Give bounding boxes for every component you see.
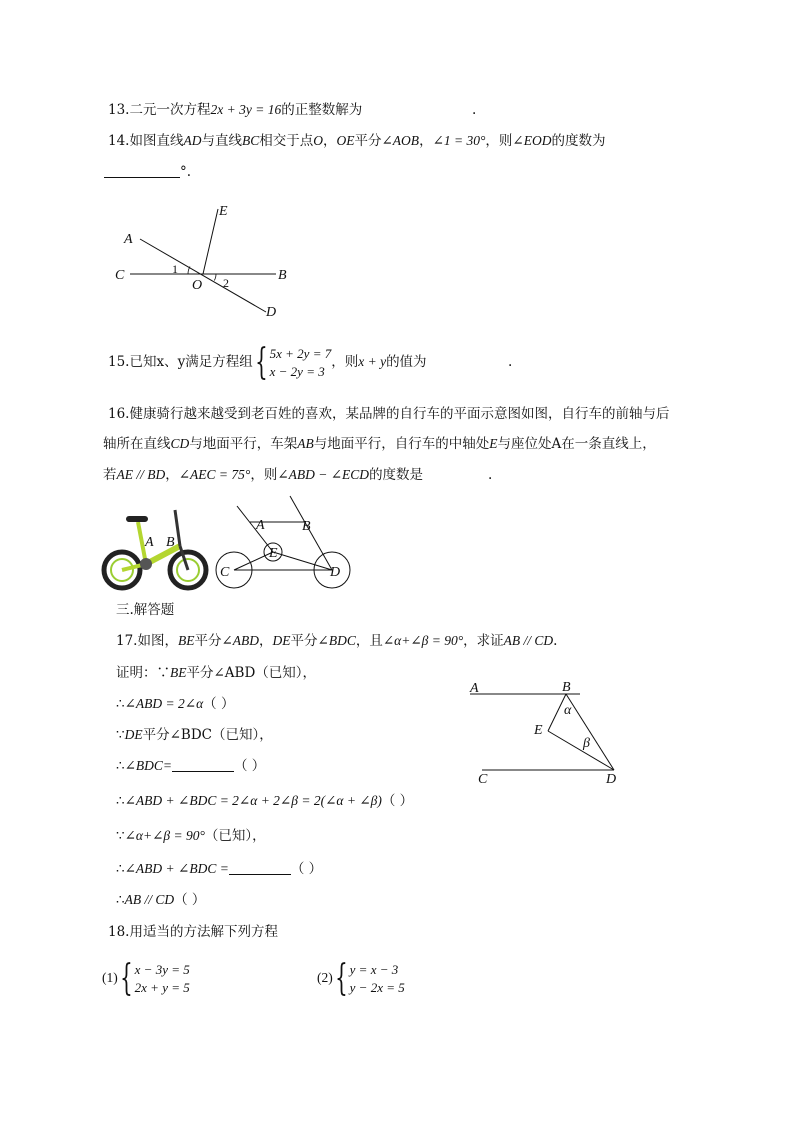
q14-text: 与直线 (201, 133, 242, 149)
question-13 (108, 101, 362, 119)
schem-label-e: E (269, 546, 278, 561)
label-o: O (192, 278, 203, 293)
proof-line-1 (116, 664, 316, 682)
q13-text: 13.二元一次方程 (108, 102, 211, 118)
fig17-label-alpha: α (564, 703, 572, 718)
q14-text: 的度数为 (551, 133, 606, 149)
q14-text: ， (323, 133, 337, 149)
proof-prefix: ∴ (116, 861, 125, 877)
q16-line-1: 16.健康骑行越来越受到老百姓的喜欢，某品牌的自行车的平面示意图如图，自行车的前轴与后 (108, 406, 670, 422)
proof-reason-blank[interactable]: （ ） (174, 892, 206, 908)
q14-answer-blank[interactable] (104, 163, 180, 178)
question-15 (108, 342, 427, 382)
proof-prefix: ∵ (116, 727, 125, 743)
proof-math: ∠ABD + ∠BDC = (124, 861, 229, 876)
q14-end: °. (180, 164, 192, 180)
q18-part-1 (102, 958, 190, 998)
label-angle-2: 2 (223, 276, 229, 290)
line-ad (140, 239, 266, 312)
q14-text: 平分 (354, 133, 382, 149)
q16-ae-bd: AE // BD (116, 467, 166, 482)
figure-17 (462, 676, 632, 788)
proof-prefix: ∵ (116, 828, 125, 844)
q17-de: DE (272, 633, 291, 648)
line-bd (566, 694, 614, 770)
proof-math: DE (124, 727, 143, 742)
bike-stem (175, 510, 180, 546)
fig17-label-a: A (470, 681, 479, 696)
proof-line-8 (116, 891, 205, 909)
q17-text: ，且 (355, 633, 383, 649)
q14-text: ，则 (485, 133, 513, 149)
proof-math: ∠ABD = 2∠α (124, 696, 204, 711)
ray-oe (203, 209, 218, 274)
q18-p1-number: (1) (102, 970, 118, 985)
q16-e: E (489, 436, 498, 451)
q15-eq1: 5x + 2y = 7 (269, 345, 332, 361)
proof-math: AB // CD (124, 892, 175, 907)
q18-p2-system (350, 961, 405, 997)
proof-math: ∠α+∠β = 90° (124, 828, 205, 843)
angle-1-arc (188, 267, 190, 275)
q14-bc: BC (241, 133, 260, 148)
sum-answer-blank[interactable] (229, 860, 291, 875)
bike-crank (140, 558, 152, 570)
proof-line-4 (116, 757, 265, 775)
q17-text: 17.如图， (116, 633, 178, 649)
q17-bdc: ∠BDC (317, 633, 356, 648)
line-ed (548, 731, 614, 770)
proof-line-7 (116, 860, 322, 878)
proof-line-6 (116, 827, 266, 845)
q18-p1-eq1: x − 3y = 5 (134, 961, 190, 977)
photo-label-a: A (145, 535, 154, 550)
q16-ab: AB (297, 436, 314, 451)
proof-math: ∠ABD + ∠BDC = 2∠α + 2∠β = 2(∠α + ∠β) (124, 793, 382, 808)
schem-label-d: D (330, 565, 341, 580)
q18-p2-number: (2) (317, 970, 333, 985)
angle-2-arc (214, 274, 216, 281)
q17-text: ，求证 (463, 633, 504, 649)
fig17-label-e: E (534, 723, 543, 738)
bicycle-schematic (210, 494, 360, 594)
q17-text: 平分 (194, 633, 222, 649)
q18-p2-brace: { (334, 957, 348, 999)
q14-text: 14.如图直线 (108, 133, 184, 149)
proof-reason-blank[interactable]: （ ） (381, 793, 414, 809)
q18-p1-brace: { (119, 957, 133, 999)
q14-oe: OE (336, 133, 355, 148)
proof-prefix: ∴ (116, 758, 125, 774)
q13-suffix: 的正整数解为 (281, 102, 363, 118)
proof-line-5 (116, 792, 413, 810)
photo-label-b: B (166, 535, 175, 550)
q17-goal: AB // CD (503, 633, 554, 648)
q16-text: 的度数是 (369, 467, 424, 483)
proof-prefix: ∴ (116, 696, 125, 712)
bike-seat (126, 516, 148, 522)
figure-14 (100, 195, 300, 325)
section-3-heading: 三.解答题 (116, 602, 175, 618)
q14-ad: AD (183, 133, 202, 148)
question-17 (116, 632, 557, 650)
schem-label-a: A (256, 518, 265, 533)
label-e: E (219, 204, 228, 219)
q16-text: ， (165, 467, 179, 483)
label-a: A (124, 232, 133, 247)
bdc-answer-blank[interactable] (172, 757, 234, 772)
proof-prefix: ∴ (116, 892, 125, 908)
line-ce (234, 552, 273, 570)
proof-reason: 平分∠BDC（已知）， (142, 727, 273, 743)
q16-text: 轴所在直线 (103, 436, 171, 452)
q15-eq2: x − 2y = 3 (269, 363, 325, 379)
q16-text: 与座位处A在一条直线上， (497, 436, 656, 452)
fig17-label-c: C (478, 772, 488, 787)
q17-text: 平分 (290, 633, 318, 649)
label-angle-1: 1 (172, 262, 178, 276)
q15-mid: ，则 (331, 354, 359, 370)
q16-line-2 (103, 435, 656, 453)
q18-p2-eq2: y − 2x = 5 (349, 979, 405, 995)
q17-be: BE (177, 633, 195, 648)
proof-reason: 平分∠ABD（已知）， (186, 665, 317, 681)
q17-text: . (553, 633, 558, 649)
schem-label-c: C (220, 565, 230, 580)
q18-p2-eq1: y = x − 3 (349, 961, 399, 977)
q15-text: 15.已知x、y满足方程组 (108, 354, 253, 370)
q18-p1-system (135, 961, 190, 997)
q16-end: . (488, 467, 493, 483)
q16-text: 与地面平行，自行车的中轴处 (313, 436, 490, 452)
schem-label-b: B (302, 519, 311, 534)
question-14 (108, 132, 605, 150)
fig17-label-b: B (562, 680, 571, 695)
q16-text: 若 (103, 467, 117, 483)
q16-text: ，则 (250, 467, 278, 483)
proof-math: BE (170, 665, 187, 680)
proof-reason-blank[interactable]: （ ） (234, 758, 266, 774)
q15-brace: { (254, 341, 268, 383)
q16-cd: CD (170, 436, 190, 451)
proof-reason-blank[interactable]: （ ） (290, 861, 323, 877)
question-18: 18.用适当的方法解下列方程 (108, 924, 278, 940)
q15-system (270, 345, 332, 381)
label-c: C (115, 268, 125, 283)
proof-reason-blank[interactable]: （ ） (203, 696, 235, 712)
q14-eod: ∠EOD (512, 133, 552, 148)
q16-aec: ∠AEC = 75° (178, 467, 251, 482)
q17-abd: ∠ABD (221, 633, 260, 648)
label-b: B (278, 268, 287, 283)
q13-end: . (472, 102, 477, 118)
q15-end: . (508, 354, 513, 370)
q18-part-2 (317, 958, 405, 998)
q17-text: ， (259, 633, 273, 649)
q18-p1-eq2: 2x + y = 5 (134, 979, 190, 995)
q14-aob: ∠AOB (381, 133, 420, 148)
label-d: D (266, 305, 277, 320)
q14-angle1: ∠1 = 30° (432, 133, 486, 148)
fig17-label-d: D (606, 772, 617, 787)
q14-o: O (313, 133, 323, 148)
proof-math: ∠BDC= (124, 758, 173, 773)
bicycle-photo (100, 500, 210, 592)
proof-reason: （已知）， (204, 828, 266, 844)
q16-line-3 (103, 466, 423, 484)
fig17-label-beta: β (583, 736, 590, 751)
q15-suffix: 的值为 (386, 354, 427, 370)
q17-cond: ∠α+∠β = 90° (382, 633, 464, 648)
q15-expr: x + y (358, 354, 387, 369)
proof-line-2 (116, 695, 234, 713)
q14-text: ， (419, 133, 433, 149)
proof-prefix: ∴ (116, 793, 125, 809)
proof-prefix: 证明：∵ (116, 665, 170, 681)
q14-text: 相交于点 (259, 133, 314, 149)
proof-line-3 (116, 726, 273, 744)
q16-expr: ∠ABD − ∠ECD (277, 467, 370, 482)
q13-equation: 2x + 3y = 16 (210, 102, 282, 117)
q16-text: 与地面平行，车架 (189, 436, 298, 452)
q14-answer-line (104, 163, 191, 181)
line-ae (237, 506, 273, 552)
